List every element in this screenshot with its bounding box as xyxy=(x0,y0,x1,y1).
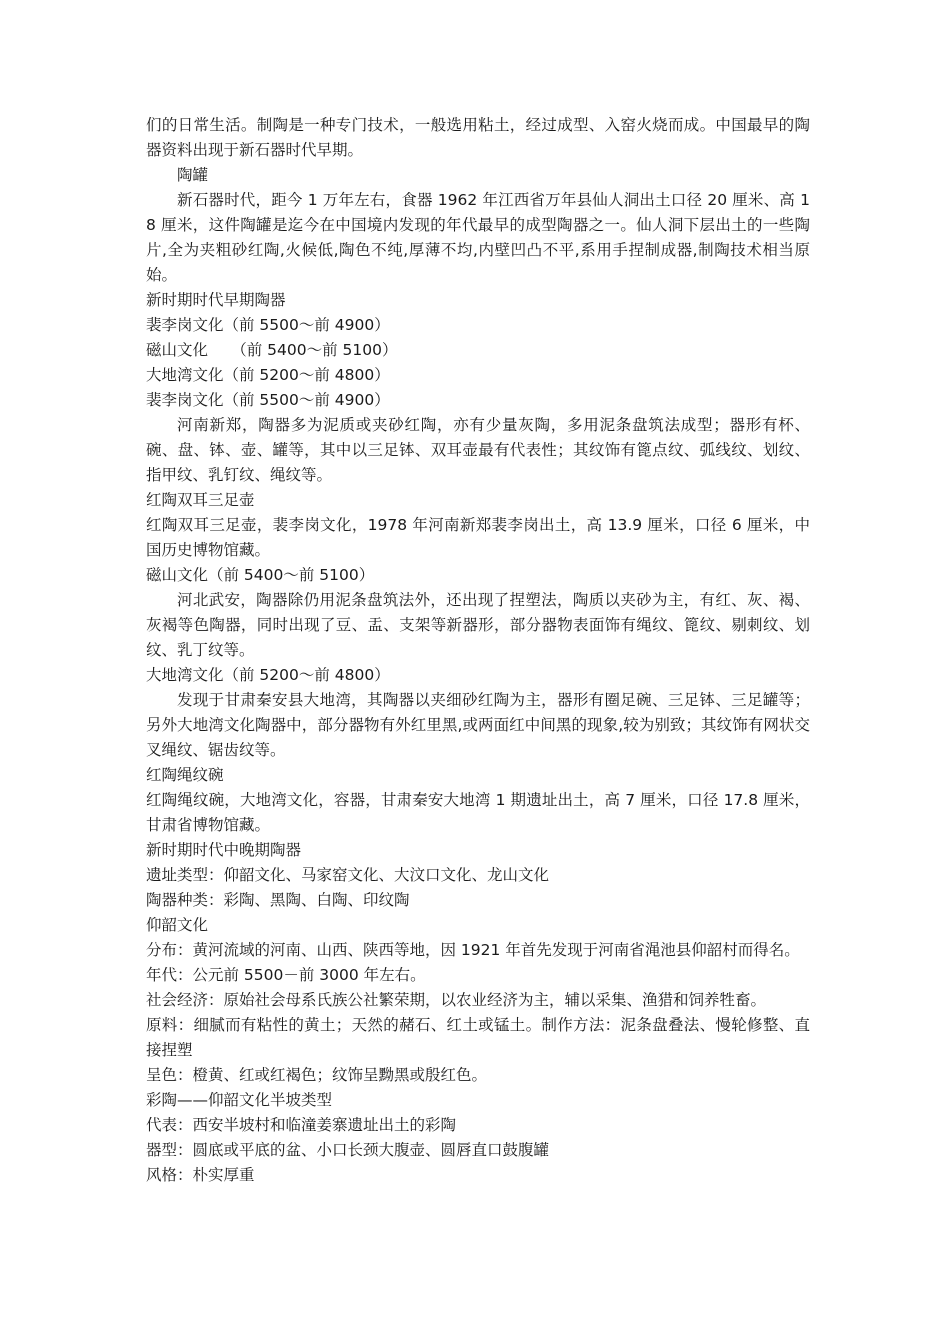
heading-pottery-jar: 陶罐 xyxy=(177,166,209,184)
paragraph-era: 年代：公元前 5500－前 3000 年左右。 xyxy=(146,966,426,984)
paragraph-red-pottery-pot: 红陶双耳三足壶，裴李岗文化，1978 年河南新郑裴李岗出土，高 13.9 厘米，口径 6 厘米，中国历史博物馆藏。 xyxy=(146,516,810,559)
paragraph-red-pottery-bowl: 红陶绳纹碗，大地湾文化，容器，甘肃秦安大地湾 1 期遗址出土，高 7 厘米，口径 17.8 厘米，甘肃省博物馆藏。 xyxy=(146,791,810,834)
paragraph-pottery-kinds: 陶器种类：彩陶、黑陶、白陶、印纹陶 xyxy=(146,891,410,909)
paragraph-site-types: 遗址类型：仰韶文化、马家窑文化、大汶口文化、龙山文化 xyxy=(146,866,550,884)
heading-red-pottery-pot: 红陶双耳三足壶 xyxy=(146,491,255,509)
heading-red-pottery-bowl: 红陶绳纹碗 xyxy=(146,766,224,784)
heading-cishan-culture: 磁山文化（前 5400～前 5100） xyxy=(146,566,375,584)
paragraph-representative: 代表：西安半坡村和临潼姜寨遗址出土的彩陶 xyxy=(146,1116,457,1134)
paragraph-intro-continuation: 们的日常生活。制陶是一种专门技术，一般选用粘土，经过成型、入窑火烧而成。中国最早的陶器资料出现于新石器时代早期。 xyxy=(146,116,810,159)
paragraph-vessel-types: 器型：圆底或平底的盆、小口长颈大腹壶、圆唇直口鼓腹罐 xyxy=(146,1141,550,1159)
heading-dadiwan-culture: 大地湾文化（前 5200～前 4800） xyxy=(146,666,390,684)
document-body xyxy=(146,113,810,1188)
list-item-dadiwan: 大地湾文化（前 5200～前 4800） xyxy=(146,366,390,384)
paragraph-distribution: 分布：黄河流域的河南、山西、陕西等地，因 1921 年首先发现于河南省渑池县仰韶村而得名。 xyxy=(146,941,800,959)
paragraph-pottery-jar: 新石器时代，距今 1 万年左右，食器 1962 年江西省万年县仙人洞出土口径 20 厘米、高 18 厘米，这件陶罐是迄今在中国境内发现的年代最早的成型陶器之一。仙人洞下层出土的一些陶片,全为夹粗砂红陶,火候低,陶色不纯,厚薄不均,内壁凹凸不平,系用手捏制成器,制陶技术相当原始。 xyxy=(146,191,810,284)
list-item-cishan: 磁山文化 （前 5400～前 5100） xyxy=(146,341,398,359)
paragraph-peiligang: 河南新郑，陶器多为泥质或夹砂红陶，亦有少量灰陶，多用泥条盘筑法成型；器形有杯、碗、盘、钵、壶、罐等，其中以三足钵、双耳壶最有代表性；其纹饰有篦点纹、弧线纹、划纹、指甲纹、乳钉纹、绳纹等。 xyxy=(146,416,810,484)
paragraph-materials: 原料：细腻而有粘性的黄土；天然的赭石、红土或锰土。制作方法：泥条盘叠法、慢轮修整、直接捏塑 xyxy=(146,1016,810,1059)
heading-mid-late-neolithic-pottery: 新时期时代中晚期陶器 xyxy=(146,841,302,859)
paragraph-social-economy: 社会经济：原始社会母系氏族公社繁荣期，以农业经济为主，辅以采集、渔猎和饲养牲畜。 xyxy=(146,991,767,1009)
paragraph-dadiwan: 发现于甘肃秦安县大地湾，其陶器以夹细砂红陶为主，器形有圈足碗、三足钵、三足罐等；另外大地湾文化陶器中，部分器物有外红里黑,或两面红中间黑的现象,较为别致；其纹饰有网状交叉绳纹、锯齿纹等。 xyxy=(146,691,810,759)
paragraph-coloring: 呈色：橙黄、红或红褐色；纹饰呈黝黑或殷红色。 xyxy=(146,1066,488,1084)
heading-peiligang-culture: 裴李岗文化（前 5500～前 4900） xyxy=(146,391,390,409)
heading-yangshao-culture: 仰韶文化 xyxy=(146,916,209,934)
list-item-peiligang: 裴李岗文化（前 5500～前 4900） xyxy=(146,316,390,334)
paragraph-cishan: 河北武安，陶器除仍用泥条盘筑法外，还出现了捏塑法，陶质以夹砂为主，有红、灰、褐、灰褐等色陶器，同时出现了豆、盂、支架等新器形，部分器物表面饰有绳纹、篦纹、剔刺纹、划纹、乳丁纹等。 xyxy=(146,591,810,659)
paragraph-style: 风格：朴实厚重 xyxy=(146,1166,255,1184)
heading-painted-pottery-banpo: 彩陶——仰韶文化半坡类型 xyxy=(146,1091,333,1109)
heading-early-neolithic-pottery: 新时期时代早期陶器 xyxy=(146,291,286,309)
